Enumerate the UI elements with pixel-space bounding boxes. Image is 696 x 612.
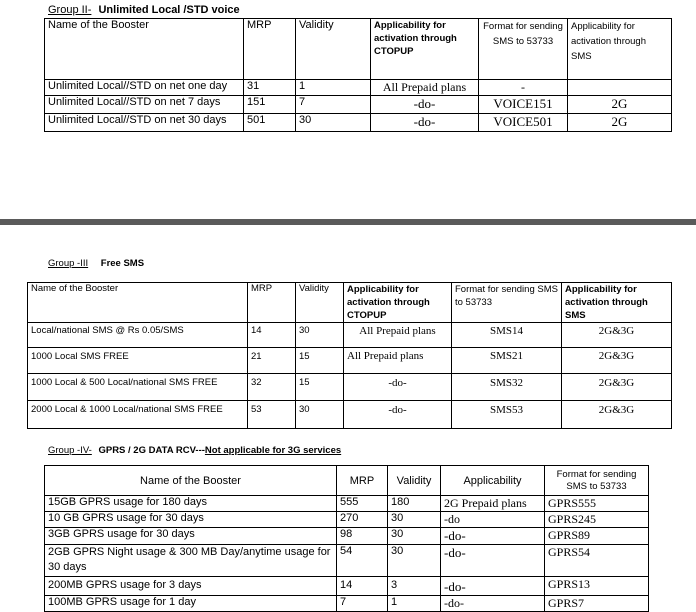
mrp-cell: 501 [244,114,296,132]
sms-format-cell: VOICE151 [479,96,568,114]
header-cell: MRP [337,466,388,496]
table-row [45,96,672,114]
table-row [45,114,672,132]
header-cell: Format for sending SMS to 53733 [479,19,568,80]
booster-name: 2000 Local & 1000 Local/national SMS FREE [28,401,248,429]
mrp-cell: 14 [248,323,296,348]
applicability-cell: -do [441,512,545,528]
table-row [28,401,672,429]
header-cell: Format for sending SMS to 53733 [452,283,562,323]
sms-activation-cell: 2G&3G [562,323,672,348]
validity-cell: 15 [296,374,344,401]
mrp-cell: 14 [337,577,388,596]
group4-table [44,465,649,612]
header-cell: Name of the Booster [45,19,244,80]
mrp-cell: 54 [337,545,388,577]
header-cell: Applicability [441,466,545,496]
booster-name: 2GB GPRS Night usage & 300 MB Day/anytime usage for 30 days [45,545,337,577]
table-header-row [45,19,672,80]
validity-cell: 30 [388,512,441,528]
group2-title: Unlimited Local /STD voice [98,4,240,16]
validity-cell: 1 [296,80,371,96]
group2-heading [48,4,240,16]
sms-format-cell: SMS32 [452,374,562,401]
validity-cell: 30 [388,545,441,577]
booster-name: Unlimited Local//STD on net 30 days [45,114,244,132]
booster-name: 100MB GPRS usage for 1 day [45,596,337,612]
booster-name: Unlimited Local//STD on net one day [45,80,244,96]
header-cell: Applicability for activation through SMS [562,283,672,323]
header-cell: Validity [296,283,344,323]
sms-activation-cell [568,80,672,96]
ctopup-cell: -do- [344,401,452,429]
ctopup-cell: -do- [371,96,479,114]
header-cell: Applicability for activation through CTOPUP [344,283,452,323]
header-cell: Validity [296,19,371,80]
sms-format-cell: - [479,80,568,96]
group3-table [27,282,672,429]
booster-name: 10 GB GPRS usage for 30 days [45,512,337,528]
sms-format-cell: VOICE501 [479,114,568,132]
sms-format-cell: GPRS89 [545,528,649,545]
sms-activation-cell: 2G [568,114,672,132]
header-cell: Applicability for activation through CTOPUP [371,19,479,80]
ctopup-cell: All Prepaid plans [371,80,479,96]
validity-cell: 30 [296,114,371,132]
applicability-cell: -do- [441,596,545,612]
sms-format-cell: GPRS7 [545,596,649,612]
validity-cell: 30 [296,323,344,348]
booster-name: 15GB GPRS usage for 180 days [45,496,337,512]
sms-activation-cell: 2G&3G [562,348,672,374]
sms-activation-cell: 2G&3G [562,401,672,429]
booster-name: 3GB GPRS usage for 30 days [45,528,337,545]
validity-cell: 15 [296,348,344,374]
mrp-cell: 151 [244,96,296,114]
validity-cell: 30 [388,528,441,545]
ctopup-cell: -do- [344,374,452,401]
table-header-row [45,466,649,496]
group2-label: Group II- [48,4,92,16]
header-cell: Format for sending SMS to 53733 [545,466,649,496]
header-cell: Name of the Booster [45,466,337,496]
booster-name: Local/national SMS @ Rs 0.05/SMS [28,323,248,348]
ctopup-cell: All Prepaid plans [344,323,452,348]
table-row [45,528,649,545]
sms-format-cell: GPRS245 [545,512,649,528]
sms-activation-cell: 2G [568,96,672,114]
validity-cell: 7 [296,96,371,114]
sms-format-cell: GPRS555 [545,496,649,512]
sms-activation-cell: 2G&3G [562,374,672,401]
booster-name: 1000 Local & 500 Local/national SMS FREE [28,374,248,401]
validity-cell: 1 [388,596,441,612]
validity-cell: 3 [388,577,441,596]
group3-title: Free SMS [100,258,145,269]
sms-format-cell: SMS53 [452,401,562,429]
booster-name: 200MB GPRS usage for 3 days [45,577,337,596]
table-row [28,348,672,374]
mrp-cell: 270 [337,512,388,528]
sms-format-cell: GPRS54 [545,545,649,577]
sms-format-cell: SMS14 [452,323,562,348]
table-row [45,512,649,528]
table-row [45,596,649,612]
section-divider [0,219,696,225]
booster-name: 1000 Local SMS FREE [28,348,248,374]
group4-title-note: Not applicable for 3G services [204,445,342,456]
applicability-cell: -do- [441,545,545,577]
mrp-cell: 53 [248,401,296,429]
validity-cell: 180 [388,496,441,512]
mrp-cell: 32 [248,374,296,401]
group4-heading [48,445,341,456]
group2-table [44,18,672,132]
validity-cell: 30 [296,401,344,429]
header-cell: Applicability for activation through SMS [568,19,672,80]
table-row [45,545,649,577]
table-header-row [28,283,672,323]
applicability-cell: -do- [441,528,545,545]
mrp-cell: 21 [248,348,296,374]
header-cell: Name of the Booster [28,283,248,323]
mrp-cell: 31 [244,80,296,96]
sms-format-cell: SMS21 [452,348,562,374]
applicability-cell: 2G Prepaid plans [441,496,545,512]
table-row [45,577,649,596]
table-row [28,323,672,348]
booster-name: Unlimited Local//STD on net 7 days [45,96,244,114]
group4-label: Group -IV- [48,445,92,456]
table-row [45,496,649,512]
group3-heading [48,258,144,269]
group4-title: GPRS / 2G DATA RCV--- [98,445,205,456]
table-row [45,80,672,96]
header-cell: MRP [244,19,296,80]
header-cell: Validity [388,466,441,496]
mrp-cell: 7 [337,596,388,612]
table-row [28,374,672,401]
ctopup-cell: All Prepaid plans [344,348,452,374]
mrp-cell: 555 [337,496,388,512]
group3-label: Group -III [48,258,89,269]
applicability-cell: -do- [441,577,545,596]
header-cell: MRP [248,283,296,323]
sms-format-cell: GPRS13 [545,577,649,596]
mrp-cell: 98 [337,528,388,545]
ctopup-cell: -do- [371,114,479,132]
